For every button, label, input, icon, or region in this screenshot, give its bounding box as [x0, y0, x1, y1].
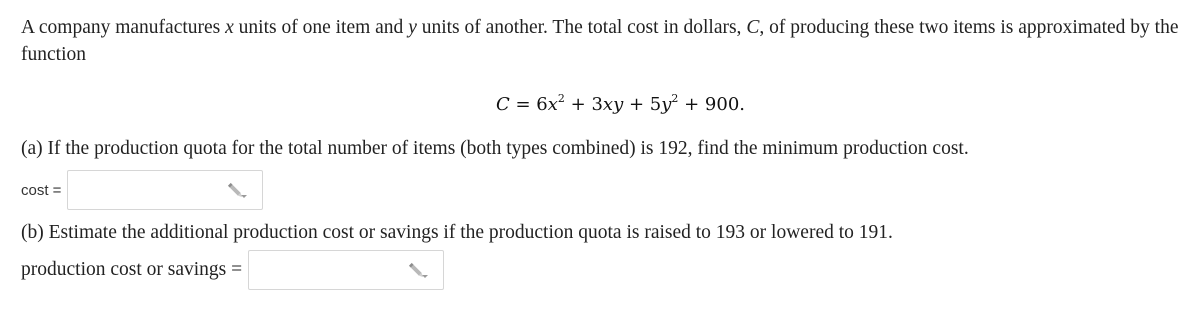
var-y: y	[408, 17, 417, 38]
formula-mid2: + 5	[623, 94, 662, 115]
formula-lhs: C	[496, 94, 510, 115]
intro-part-4: , of producing these two items is approximated by the function	[21, 17, 1179, 65]
intro-part-2: units of one item and	[233, 17, 409, 38]
part-a-question: (a) If the production quota for the total number of items (both types combined) is 192, find the minimum production cost.	[21, 138, 969, 159]
formula-y1: y	[613, 94, 624, 115]
formula-y2: y	[661, 94, 672, 115]
intro-part-3: units of another. The total cost in dollars,	[416, 17, 747, 38]
pencil-icon[interactable]	[226, 182, 248, 200]
intro-part-1: A company manufactures	[21, 17, 226, 38]
formula-exp1: 2	[557, 92, 565, 105]
savings-input[interactable]	[248, 250, 444, 290]
var-c: C	[746, 17, 760, 38]
cost-function	[496, 94, 745, 115]
pencil-icon[interactable]	[407, 262, 429, 280]
savings-label: production cost or savings =	[21, 259, 243, 280]
problem-statement	[21, 14, 1186, 68]
formula-mid1: + 3	[564, 94, 603, 115]
part-a-answer-row	[21, 170, 263, 210]
var-x: x	[225, 17, 234, 38]
formula-exp2: 2	[671, 92, 679, 105]
formula-x2: x	[602, 94, 614, 115]
part-b-question: (b) Estimate the additional production cost or savings if the production quota is raised to 193 or lowered to 191.	[21, 222, 893, 243]
cost-input[interactable]	[67, 170, 263, 210]
formula-eq: = 6	[509, 94, 548, 115]
formula-tail: + 900.	[678, 94, 745, 115]
cost-label: cost =	[21, 181, 62, 199]
formula-x1: x	[547, 94, 558, 115]
intro-text	[21, 14, 1186, 68]
part-b-answer-row	[21, 250, 444, 290]
